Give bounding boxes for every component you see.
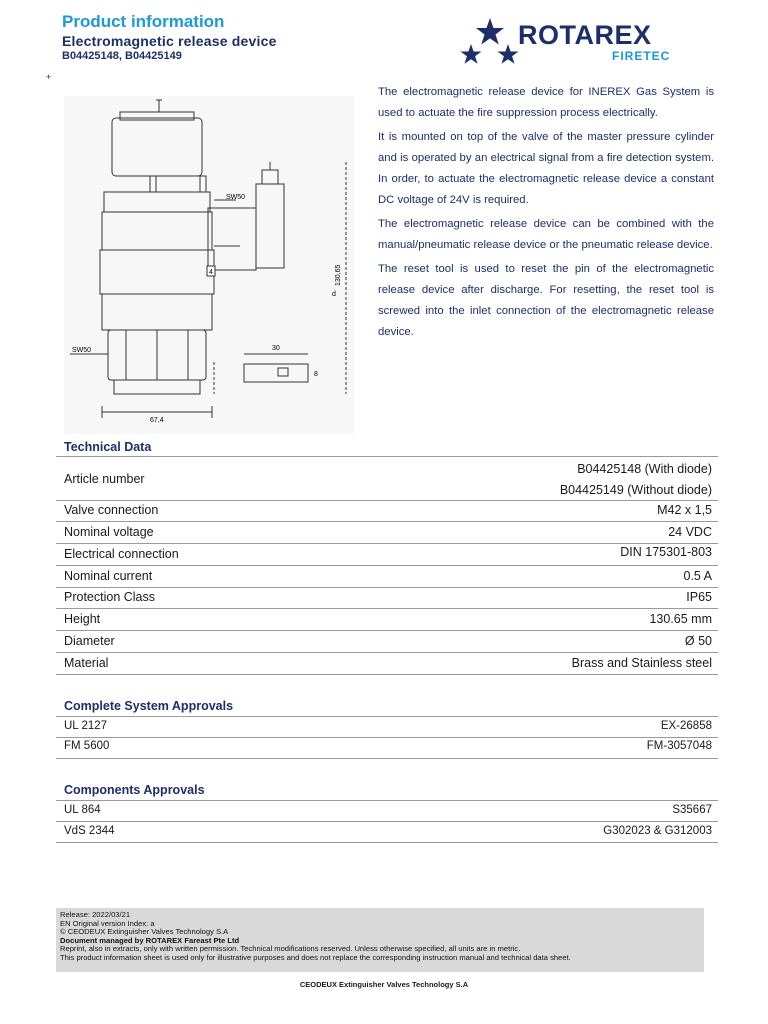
row-label: Electrical connection bbox=[64, 547, 179, 561]
row-value: EX-26858 bbox=[660, 720, 712, 732]
divider bbox=[56, 565, 718, 566]
footer-line: © CEODEUX Extinguisher Valves Technology S.A bbox=[60, 927, 229, 937]
system-approvals-heading: Complete System Approvals bbox=[64, 699, 234, 713]
row-value: IP65 bbox=[686, 590, 712, 604]
plus-mark: + bbox=[46, 72, 52, 82]
drawing-dim-30-label: 30 bbox=[272, 345, 280, 352]
divider bbox=[56, 456, 718, 457]
product-name: Electromagnetic release device bbox=[62, 33, 277, 49]
drawing-sw-bottom-label: SW50 bbox=[72, 347, 92, 354]
divider bbox=[56, 716, 718, 717]
row-label: Nominal voltage bbox=[64, 525, 154, 539]
page-title: Product information bbox=[62, 12, 225, 31]
row-value: B04425149 (Without diode) bbox=[559, 483, 712, 497]
row-label: UL 864 bbox=[64, 804, 101, 816]
row-value: S35667 bbox=[672, 804, 712, 816]
row-label: Article number bbox=[64, 472, 145, 486]
row-label: Diameter bbox=[64, 634, 115, 648]
row-value: Brass and Stainless steel bbox=[571, 656, 712, 670]
product-description bbox=[378, 82, 714, 346]
description-paragraph: The reset tool is used to reset the pin of the electromagnetic release device after discharge. For resetting, the reset tool is screwed into the inlet connection of the electromagnetic release device. bbox=[378, 263, 714, 338]
divider bbox=[56, 800, 718, 801]
company-name: CEODEUX Extinguisher Valves Technology S.A bbox=[299, 980, 469, 989]
row-value: DIN 175301-803 bbox=[620, 545, 712, 559]
logo-wordmark: ROTAREX bbox=[518, 20, 652, 50]
row-label: Protection Class bbox=[64, 590, 156, 604]
row-value: B04425148 (With diode) bbox=[577, 462, 712, 476]
description-paragraph: It is mounted on top of the valve of the master pressure cylinder and is operated by an electrical signal from a fire detection system. In order, to actuate the electromagnetic release device a constant DC voltage of 24V is required. bbox=[378, 131, 714, 206]
drawing-height-label: 130,65 bbox=[335, 264, 342, 286]
technical-data-heading: Technical Data bbox=[64, 440, 152, 454]
row-value: FM-3057048 bbox=[646, 740, 712, 752]
divider bbox=[56, 608, 718, 609]
footer-line: Document managed by ROTAREX Fareast Pte Ltd bbox=[60, 935, 240, 945]
footer-line: Release: 2022/03/21 bbox=[60, 910, 131, 919]
rotarex-logo bbox=[460, 16, 710, 70]
footer-line: Reprint, also in extracts, only with written permission. Technical modifications reserved. Unless otherwise specified, all units are in metric. bbox=[60, 944, 521, 954]
drawing-width-label: 67,4 bbox=[150, 417, 164, 424]
drawing-dim-8-label: 8 bbox=[314, 371, 318, 378]
divider bbox=[56, 821, 718, 822]
divider bbox=[56, 758, 718, 759]
divider bbox=[56, 737, 718, 738]
device-drawing-svg bbox=[64, 96, 354, 434]
row-label: Material bbox=[64, 656, 109, 670]
footer-line: EN Original version Index: a bbox=[60, 918, 155, 928]
divider bbox=[56, 521, 718, 522]
divider bbox=[56, 500, 718, 501]
footer-line: This product information sheet is used only for illustrative purposes and does not replace the corresponding instruction manual and technical data sheet. bbox=[60, 952, 571, 962]
footer-notice bbox=[56, 908, 704, 972]
row-value: 24 VDC bbox=[668, 525, 712, 539]
product-codes: B04425148, B04425149 bbox=[62, 50, 182, 62]
row-value: 0.5 A bbox=[683, 569, 712, 583]
component-approvals-heading: Components Approvals bbox=[64, 783, 205, 797]
divider bbox=[56, 652, 718, 653]
row-value: M42 x 1,5 bbox=[657, 503, 712, 517]
row-value: G302023 & G312003 bbox=[603, 825, 712, 837]
row-label: Valve connection bbox=[64, 503, 159, 517]
row-label: Nominal current bbox=[64, 569, 153, 583]
divider bbox=[56, 630, 718, 631]
logo-subbrand: FIRETEC bbox=[612, 49, 671, 63]
row-value: 130.65 mm bbox=[649, 612, 712, 626]
row-label: Height bbox=[64, 612, 101, 626]
drawing-sw-top-label: SW50 bbox=[226, 194, 246, 201]
divider bbox=[56, 842, 718, 843]
row-value: Ø 50 bbox=[684, 634, 712, 648]
technical-drawing bbox=[64, 96, 354, 434]
table-row-article-number bbox=[56, 462, 718, 500]
divider bbox=[56, 587, 718, 588]
row-label: UL 2127 bbox=[64, 720, 108, 732]
divider bbox=[56, 674, 718, 675]
row-label: VdS 2344 bbox=[64, 825, 115, 837]
drawing-d-label: d bbox=[332, 291, 336, 298]
row-label: FM 5600 bbox=[64, 740, 110, 752]
star-icon bbox=[460, 16, 520, 70]
divider bbox=[56, 543, 718, 544]
drawing-marker-label: 4 bbox=[209, 269, 213, 276]
description-paragraph: The electromagnetic release device can be combined with the manual/pneumatic release device or the pneumatic release device. bbox=[378, 218, 714, 251]
description-paragraph: The electromagnetic release device for INEREX Gas System is used to actuate the fire suppression process electrically. bbox=[378, 86, 714, 119]
